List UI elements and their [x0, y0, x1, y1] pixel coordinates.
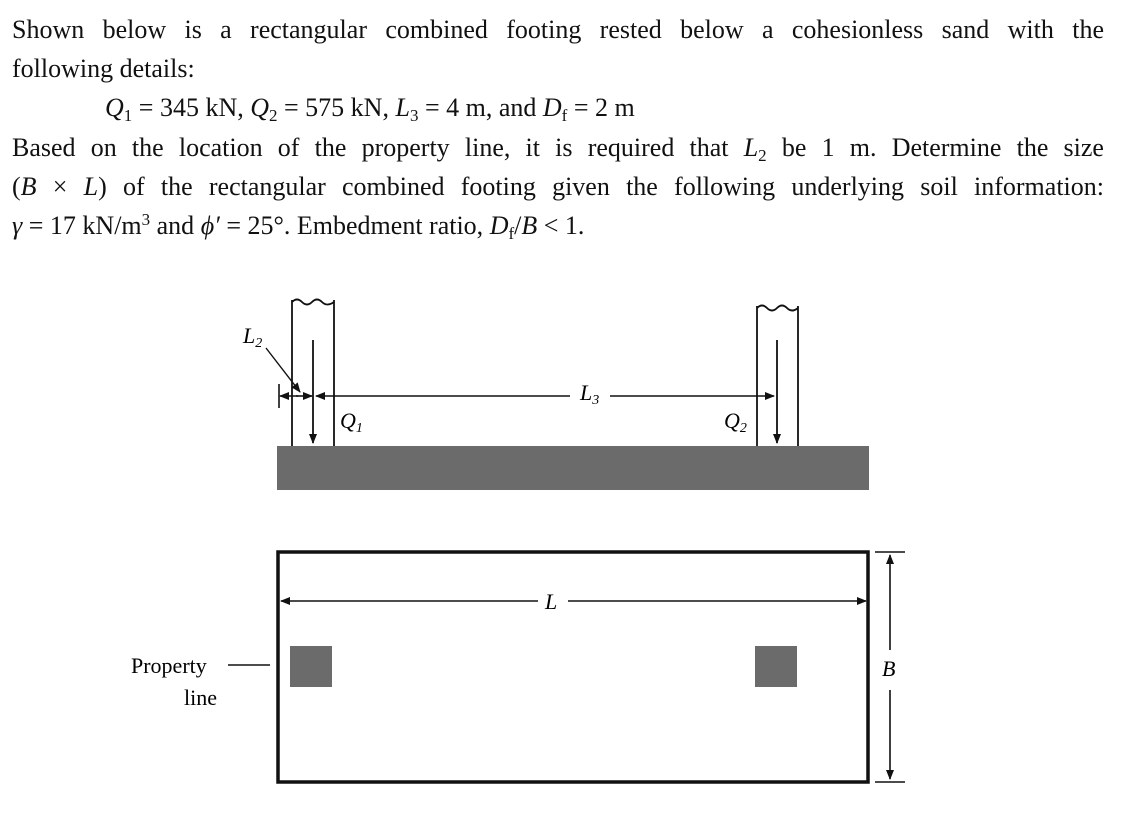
body-line-1-text-b: be 1 m. Determine the size	[766, 133, 1104, 162]
unit-weight-value: = 17 kN/m	[22, 211, 142, 240]
gamma-symbol: γ	[12, 211, 23, 240]
body-line-1-text-a: Based on the location of the property line, it is required that	[12, 133, 744, 162]
q1-symbol: Q	[105, 93, 124, 122]
q2-label: Q2	[724, 408, 747, 436]
phi-symbol: ϕ′	[200, 211, 220, 240]
l3-value: = 4 m, and	[418, 93, 543, 122]
friction-angle-text: = 25°. Embedment ratio,	[219, 211, 490, 240]
cubed-superscript: 3	[141, 210, 151, 229]
footing-elevation	[277, 446, 869, 490]
q2-subscript: 2	[269, 106, 278, 125]
df-ratio-symbol: D	[489, 211, 509, 240]
column-2-plan	[755, 646, 797, 687]
q1-label: Q1	[340, 408, 363, 436]
intro-line-1: Shown below is a rectangular combined footing rested below a cohesionless sand with the	[12, 15, 1104, 44]
less-than-text: < 1.	[537, 211, 585, 240]
q2-symbol: Q	[250, 93, 270, 122]
slash: /	[514, 211, 522, 240]
property-line-label-2: line	[184, 685, 217, 710]
l-label: L	[545, 589, 558, 614]
and-text: and	[150, 211, 201, 240]
q1-subscript: 1	[123, 106, 133, 125]
b-symbol: B	[20, 172, 37, 201]
column-1-plan	[290, 646, 332, 687]
intro-line-2: following details:	[12, 54, 195, 83]
q1-value: = 345 kN,	[132, 93, 251, 122]
body-line-2-text: ) of the rectangular combined footing given the following underlying soil information:	[98, 172, 1104, 201]
df-symbol: D	[542, 93, 562, 122]
l2-subscript: 2	[758, 146, 767, 165]
l2-leader	[266, 348, 300, 392]
l3-symbol: L	[395, 93, 410, 122]
df-subscript: f	[561, 106, 568, 125]
l2-symbol: L	[743, 133, 759, 162]
q2-value: = 575 kN,	[277, 93, 396, 122]
l-symbol: L	[83, 172, 99, 201]
b-ratio-symbol: B	[521, 211, 538, 240]
df-value: = 2 m	[567, 93, 635, 122]
b-label: B	[882, 656, 896, 681]
body-line-2-paren: (	[12, 172, 21, 201]
l2-label: L2	[243, 323, 263, 351]
l3-subscript: 3	[409, 106, 419, 125]
property-line-label-1: Property	[131, 653, 207, 678]
times-symbol: ×	[36, 172, 84, 201]
l3-label: L3	[580, 380, 600, 408]
df-ratio-subscript: f	[508, 224, 515, 243]
